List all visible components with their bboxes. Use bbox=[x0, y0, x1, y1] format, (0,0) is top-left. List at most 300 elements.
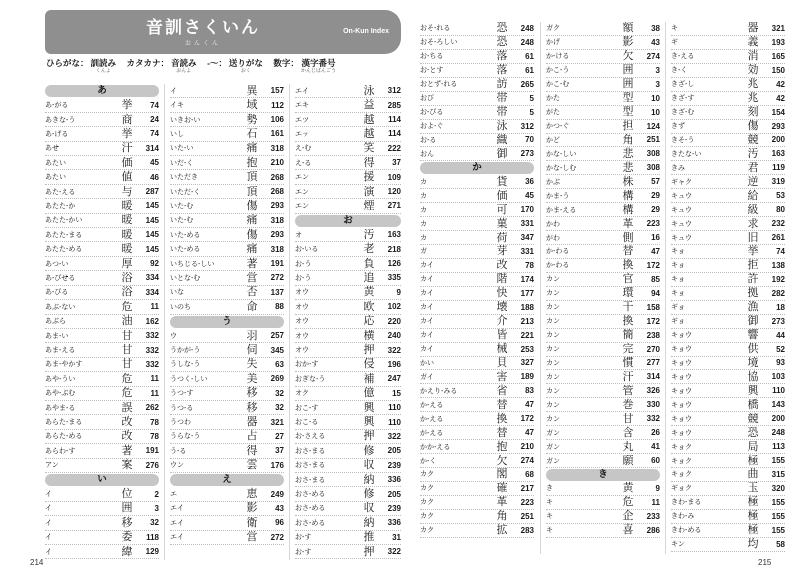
entry-kanji-number: 251 bbox=[646, 135, 660, 145]
entry-kanji-number: 37 bbox=[392, 158, 401, 168]
entry-reading: カク bbox=[420, 513, 434, 521]
entry-reading: か-える bbox=[420, 401, 444, 409]
section-pill-label: う bbox=[170, 316, 284, 328]
entry-kanji-number: 248 bbox=[520, 23, 534, 33]
entry-kanji: 改 bbox=[121, 429, 133, 443]
entry-kanji-number: 145 bbox=[145, 215, 159, 225]
entry-reading: キョ bbox=[671, 276, 685, 284]
entry-kanji: 伺 bbox=[246, 343, 258, 357]
entry-kanji-number: 3 bbox=[655, 79, 660, 89]
entry-reading: いただ-く bbox=[170, 188, 201, 196]
entry-kanji: 競 bbox=[747, 132, 759, 146]
index-entry bbox=[546, 273, 660, 287]
entry-kanji-number: 26 bbox=[651, 428, 660, 438]
entry-reading: あま-い bbox=[45, 332, 69, 340]
entry-kanji-number: 322 bbox=[387, 431, 401, 441]
entry-reading: ガン bbox=[546, 443, 560, 451]
index-entry bbox=[671, 92, 785, 106]
entry-kanji: 修 bbox=[363, 487, 375, 501]
section-header bbox=[45, 473, 159, 487]
entry-kanji-number: 158 bbox=[646, 302, 660, 312]
entry-reading: ガン bbox=[546, 457, 560, 465]
entry-reading: かな-しい bbox=[546, 150, 577, 158]
index-entry bbox=[546, 64, 660, 78]
index-entry bbox=[45, 142, 159, 156]
index-entry bbox=[295, 459, 401, 473]
entry-kanji-number: 272 bbox=[270, 532, 284, 542]
entry-reading: きず bbox=[671, 123, 685, 131]
entry-kanji: 億 bbox=[363, 386, 375, 400]
entry-kanji-number: 332 bbox=[646, 414, 660, 424]
entry-kanji-number: 277 bbox=[646, 358, 660, 368]
entry-reading: ギャク bbox=[671, 178, 692, 186]
entry-kanji-number: 172 bbox=[520, 414, 534, 424]
entry-reading: かぶ bbox=[546, 178, 560, 186]
index-entry bbox=[546, 287, 660, 301]
entry-reading: カク bbox=[420, 485, 434, 493]
entry-kanji: 羽 bbox=[246, 328, 258, 342]
entry-reading: キョク bbox=[671, 443, 692, 451]
entry-kanji: 側 bbox=[622, 230, 634, 244]
entry-kanji: 痛 bbox=[246, 213, 258, 227]
entry-reading: オウ bbox=[295, 332, 309, 340]
entry-kanji-number: 210 bbox=[520, 442, 534, 452]
entry-reading: きわ-まる bbox=[671, 499, 702, 507]
entry-reading: き-く bbox=[671, 67, 688, 75]
entry-kanji-number: 174 bbox=[520, 274, 534, 284]
entry-kanji: 曲 bbox=[747, 467, 759, 481]
entry-kanji: 移 bbox=[121, 515, 133, 529]
entry-kanji: 恐 bbox=[496, 35, 508, 49]
entry-kanji-number: 11 bbox=[150, 374, 159, 384]
entry-reading: カイ bbox=[420, 318, 434, 326]
entry-kanji: 芽 bbox=[496, 244, 508, 258]
entry-reading: イ bbox=[45, 534, 52, 542]
entry-kanji: 否 bbox=[246, 285, 258, 299]
index-entry bbox=[546, 203, 660, 217]
index-entry bbox=[671, 134, 785, 148]
entry-reading: いな bbox=[170, 289, 184, 297]
entry-kanji-number: 155 bbox=[771, 511, 785, 521]
entry-reading: おぎな-う bbox=[295, 375, 326, 383]
entry-kanji: 黄 bbox=[363, 285, 375, 299]
entry-reading: カイ bbox=[420, 290, 434, 298]
index-entry bbox=[295, 415, 401, 429]
entry-reading: ガク bbox=[546, 25, 560, 33]
index-entry bbox=[420, 384, 534, 398]
index-entry bbox=[546, 175, 660, 189]
entry-kanji: 構 bbox=[622, 202, 634, 216]
entry-reading: オウ bbox=[295, 303, 309, 311]
index-entry bbox=[546, 370, 660, 384]
entry-kanji: 害 bbox=[496, 369, 508, 383]
entry-kanji: 囲 bbox=[121, 501, 133, 515]
entry-reading: イ bbox=[45, 505, 52, 513]
entry-kanji: 営 bbox=[246, 270, 258, 284]
entry-reading: カ bbox=[420, 178, 427, 186]
entry-kanji: 介 bbox=[496, 314, 508, 328]
index-entry bbox=[295, 185, 401, 199]
index-entry bbox=[45, 156, 159, 170]
entry-kanji-number: 319 bbox=[771, 177, 785, 187]
index-entry bbox=[671, 398, 785, 412]
entry-kanji: 値 bbox=[121, 170, 133, 184]
entry-kanji-number: 233 bbox=[646, 511, 660, 521]
entry-reading: エキ bbox=[295, 102, 309, 110]
index-entry bbox=[671, 161, 785, 175]
entry-reading: ウ bbox=[170, 332, 177, 340]
entry-kanji: 得 bbox=[363, 155, 375, 169]
entry-reading: キョク bbox=[671, 471, 692, 479]
entry-kanji: 興 bbox=[363, 400, 375, 414]
entry-reading: カン bbox=[546, 276, 560, 284]
entry-reading: カン bbox=[546, 401, 560, 409]
section-header bbox=[546, 468, 660, 482]
index-entry bbox=[170, 516, 284, 530]
index-entry bbox=[295, 531, 401, 545]
entry-kanji-number: 189 bbox=[520, 372, 534, 382]
entry-reading: ガン bbox=[546, 429, 560, 437]
entry-reading: カン bbox=[546, 415, 560, 423]
entry-reading: がた bbox=[546, 109, 560, 117]
entry-reading: いた-い bbox=[170, 145, 194, 153]
entry-kanji: 頂 bbox=[246, 170, 258, 184]
entry-kanji: 失 bbox=[246, 357, 258, 371]
entry-reading: エン bbox=[295, 188, 309, 196]
legend-text: 数字： bbox=[264, 58, 299, 68]
section-header bbox=[170, 315, 284, 329]
entry-reading: カク bbox=[420, 471, 434, 479]
entry-kanji-number: 196 bbox=[387, 359, 401, 369]
entry-kanji: 恵 bbox=[246, 487, 258, 501]
index-entry bbox=[295, 84, 401, 98]
index-entry bbox=[295, 257, 401, 271]
entry-reading: キ bbox=[546, 513, 553, 521]
entry-kanji: 甘 bbox=[622, 411, 634, 425]
index-entry bbox=[295, 487, 401, 501]
index-entry bbox=[671, 357, 785, 371]
entry-kanji: 応 bbox=[363, 314, 375, 328]
entry-reading: カン bbox=[546, 332, 560, 340]
entry-kanji: 恐 bbox=[496, 21, 508, 35]
entry-kanji-number: 293 bbox=[771, 121, 785, 131]
index-entry bbox=[546, 147, 660, 161]
entry-reading: カン bbox=[546, 387, 560, 395]
entry-kanji-number: 27 bbox=[275, 431, 284, 441]
entry-kanji-number: 80 bbox=[776, 205, 785, 215]
entry-kanji: 革 bbox=[496, 495, 508, 509]
entry-kanji-number: 268 bbox=[270, 187, 284, 197]
entry-reading: お-びる bbox=[420, 109, 444, 117]
index-entry bbox=[546, 189, 660, 203]
entry-kanji: 笑 bbox=[363, 141, 375, 155]
entry-kanji-number: 217 bbox=[520, 483, 534, 493]
entry-kanji-number: 321 bbox=[270, 417, 284, 427]
entry-kanji: 器 bbox=[747, 21, 759, 35]
entry-kanji: 煙 bbox=[363, 198, 375, 212]
entry-kanji: 械 bbox=[496, 342, 508, 356]
index-entry bbox=[295, 329, 401, 343]
index-entry bbox=[170, 242, 284, 256]
index-entry bbox=[420, 189, 534, 203]
index-entry bbox=[295, 228, 401, 242]
entry-kanji-number: 274 bbox=[520, 456, 534, 466]
entry-kanji-number: 5 bbox=[529, 93, 534, 103]
entry-kanji-number: 330 bbox=[646, 400, 660, 410]
entry-kanji: 可 bbox=[496, 202, 508, 216]
entry-kanji-number: 42 bbox=[776, 93, 785, 103]
entry-reading: かま-える bbox=[546, 206, 577, 214]
entry-kanji: 黄 bbox=[622, 481, 634, 495]
index-entry bbox=[420, 440, 534, 454]
entry-kanji-number: 138 bbox=[771, 260, 785, 270]
page-title: 音訓さくいん bbox=[146, 18, 260, 37]
entry-reading: カン bbox=[546, 346, 560, 354]
entry-reading: いた-める bbox=[170, 231, 201, 239]
index-entry bbox=[671, 454, 785, 468]
index-entry bbox=[45, 358, 159, 372]
index-entry bbox=[671, 412, 785, 426]
entry-kanji: 挙 bbox=[121, 98, 133, 112]
entry-reading: ガ bbox=[420, 248, 427, 256]
index-entry bbox=[420, 92, 534, 106]
entry-reading: お-ちる bbox=[420, 53, 444, 61]
index-entry bbox=[420, 273, 534, 287]
entry-reading: おび bbox=[420, 95, 434, 103]
entry-kanji-number: 32 bbox=[275, 388, 284, 398]
entry-reading: かこ-む bbox=[546, 81, 570, 89]
entry-reading: ガイ bbox=[420, 373, 434, 381]
entry-kanji-number: 205 bbox=[387, 489, 401, 499]
entry-reading: いきお-い bbox=[170, 116, 201, 124]
index-entry bbox=[420, 50, 534, 64]
entry-reading: カク bbox=[420, 499, 434, 507]
entry-reading: が-える bbox=[420, 429, 444, 437]
entry-kanji: 兆 bbox=[747, 91, 759, 105]
entry-reading: あきな-う bbox=[45, 116, 76, 124]
entry-kanji-number: 52 bbox=[776, 344, 785, 354]
entry-kanji: 額 bbox=[622, 21, 634, 35]
entry-kanji: 義 bbox=[747, 35, 759, 49]
index-entry bbox=[45, 214, 159, 228]
entry-reading: かま-う bbox=[546, 192, 570, 200]
index-entry bbox=[546, 440, 660, 454]
index-column-2 bbox=[170, 84, 284, 545]
entry-kanji: 極 bbox=[747, 495, 759, 509]
entry-kanji: 貝 bbox=[496, 355, 508, 369]
entry-kanji-number: 176 bbox=[270, 460, 284, 470]
index-entry bbox=[546, 384, 660, 398]
entry-kanji-number: 232 bbox=[771, 219, 785, 229]
entry-kanji-number: 60 bbox=[651, 456, 660, 466]
entry-reading: キョウ bbox=[671, 387, 692, 395]
entry-kanji-number: 113 bbox=[772, 442, 785, 452]
entry-kanji: 抱 bbox=[246, 155, 258, 169]
entry-reading: オ bbox=[295, 231, 302, 239]
entry-kanji: 修 bbox=[363, 443, 375, 457]
index-entry bbox=[295, 142, 401, 156]
index-entry bbox=[671, 287, 785, 301]
entry-kanji: 協 bbox=[747, 369, 759, 383]
entry-kanji-number: 154 bbox=[771, 107, 785, 117]
entry-reading: あたた-める bbox=[45, 246, 83, 254]
legend-segment bbox=[265, 57, 299, 69]
index-entry bbox=[671, 343, 785, 357]
entry-reading: うらな-う bbox=[170, 433, 201, 441]
index-entry bbox=[671, 510, 785, 524]
index-entry bbox=[546, 412, 660, 426]
entry-kanji-number: 112 bbox=[271, 100, 284, 110]
index-column-6 bbox=[671, 22, 785, 552]
entry-kanji: 確 bbox=[496, 481, 508, 495]
entry-reading: キュウ bbox=[671, 234, 692, 242]
entry-kanji: 換 bbox=[622, 314, 634, 328]
entry-reading: カン bbox=[546, 304, 560, 312]
entry-kanji-number: 248 bbox=[520, 37, 534, 47]
entry-reading: うつく-しい bbox=[170, 375, 208, 383]
entry-kanji: 越 bbox=[363, 112, 375, 126]
entry-kanji-number: 221 bbox=[520, 330, 534, 340]
section-header bbox=[170, 473, 284, 487]
entry-kanji-number: 126 bbox=[387, 259, 401, 269]
entry-kanji: 著 bbox=[246, 256, 258, 270]
index-entry bbox=[671, 217, 785, 231]
index-entry bbox=[546, 106, 660, 120]
entry-reading: ギョク bbox=[671, 485, 692, 493]
entry-kanji-number: 334 bbox=[145, 287, 159, 297]
entry-reading: あらわ-す bbox=[45, 447, 76, 455]
entry-kanji-number: 248 bbox=[771, 428, 785, 438]
entry-reading: キョク bbox=[671, 457, 692, 465]
index-entry bbox=[295, 358, 401, 372]
entry-reading: おそ-れる bbox=[420, 25, 451, 33]
entry-kanji-number: 271 bbox=[387, 201, 401, 211]
index-entry bbox=[170, 257, 284, 271]
entry-kanji-number: 322 bbox=[387, 547, 401, 557]
entry-kanji-number: 161 bbox=[270, 129, 284, 139]
entry-kanji: 危 bbox=[622, 495, 634, 509]
entry-reading: カン bbox=[546, 318, 560, 326]
index-entry bbox=[671, 440, 785, 454]
entry-reading: カイ bbox=[420, 304, 434, 312]
entry-kanji-number: 318 bbox=[270, 215, 284, 225]
entry-kanji-number: 9 bbox=[655, 483, 660, 493]
entry-reading: うしな-う bbox=[170, 361, 201, 369]
index-entry bbox=[546, 161, 660, 175]
entry-kanji: 命 bbox=[246, 299, 258, 313]
entry-reading: おさ-める bbox=[295, 505, 326, 513]
entry-kanji: 域 bbox=[246, 98, 258, 112]
entry-kanji-number: 200 bbox=[771, 135, 785, 145]
entry-kanji: 欧 bbox=[363, 299, 375, 313]
entry-kanji: 推 bbox=[363, 530, 375, 544]
index-entry bbox=[420, 510, 534, 524]
index-entry bbox=[295, 430, 401, 444]
entry-kanji: 価 bbox=[496, 188, 508, 202]
entry-reading: ウン bbox=[170, 462, 184, 470]
entry-reading: イキ bbox=[170, 102, 184, 110]
index-entry bbox=[671, 370, 785, 384]
index-entry bbox=[546, 36, 660, 50]
index-entry bbox=[295, 271, 401, 285]
index-entry bbox=[295, 502, 401, 516]
entry-kanji-number: 172 bbox=[646, 316, 660, 326]
entry-kanji: 供 bbox=[747, 342, 759, 356]
index-entry bbox=[295, 315, 401, 329]
index-entry bbox=[420, 370, 534, 384]
entry-reading: か-わる bbox=[546, 248, 570, 256]
entry-reading: カイ bbox=[420, 276, 434, 284]
entry-kanji-number: 16 bbox=[651, 233, 660, 243]
entry-kanji-number: 74 bbox=[150, 129, 159, 139]
entry-kanji-number: 312 bbox=[520, 121, 534, 131]
entry-kanji-number: 47 bbox=[525, 400, 534, 410]
entry-reading: おさ-める bbox=[295, 519, 326, 527]
entry-kanji-number: 124 bbox=[646, 121, 660, 131]
legend-text: -〜： bbox=[198, 58, 227, 68]
entry-kanji-number: 332 bbox=[145, 331, 159, 341]
column-divider bbox=[164, 84, 165, 560]
entry-reading: あたい bbox=[45, 174, 66, 182]
entry-kanji-number: 285 bbox=[387, 100, 401, 110]
entry-reading: キョ bbox=[671, 248, 685, 256]
title-wrap bbox=[45, 18, 361, 47]
entry-kanji-number: 70 bbox=[525, 135, 534, 145]
entry-reading: エイ bbox=[295, 87, 309, 95]
index-entry bbox=[295, 516, 401, 530]
index-entry bbox=[170, 127, 284, 141]
index-entry bbox=[45, 430, 159, 444]
entry-reading: エイ bbox=[170, 519, 184, 527]
entry-reading: カ bbox=[420, 192, 427, 200]
entry-kanji: 極 bbox=[747, 453, 759, 467]
entry-reading: あらた-める bbox=[45, 433, 83, 441]
entry-kanji: 移 bbox=[246, 386, 258, 400]
legend-text: 漢字番号 bbox=[301, 58, 336, 68]
entry-kanji: 訪 bbox=[496, 77, 508, 91]
column-divider bbox=[289, 84, 290, 560]
entry-kanji: 勢 bbox=[246, 112, 258, 126]
entry-reading: きたな-い bbox=[671, 150, 702, 158]
entry-kanji: 替 bbox=[496, 397, 508, 411]
index-entry bbox=[45, 372, 159, 386]
index-entry bbox=[420, 245, 534, 259]
index-entry bbox=[671, 203, 785, 217]
entry-kanji-number: 261 bbox=[771, 233, 785, 243]
entry-reading: え-る bbox=[295, 159, 312, 167]
page-subtitle: On-Kun Index bbox=[343, 28, 389, 35]
entry-kanji-number: 163 bbox=[387, 230, 401, 240]
index-entry bbox=[170, 185, 284, 199]
entry-kanji-number: 322 bbox=[387, 345, 401, 355]
entry-reading: あぶら bbox=[45, 318, 66, 326]
entry-kanji: 委 bbox=[121, 530, 133, 544]
entry-reading: きざ-む bbox=[671, 109, 695, 117]
index-entry bbox=[671, 329, 785, 343]
entry-reading: あぶ-ない bbox=[45, 303, 76, 311]
entry-kanji: 悲 bbox=[622, 160, 634, 174]
entry-kanji-number: 314 bbox=[145, 143, 159, 153]
entry-kanji-number: 61 bbox=[525, 65, 534, 75]
index-entry bbox=[170, 286, 284, 300]
entry-reading: おさ-める bbox=[295, 491, 326, 499]
entry-kanji: 器 bbox=[246, 415, 258, 429]
entry-kanji-number: 223 bbox=[520, 497, 534, 507]
section-pill-label: か bbox=[420, 162, 534, 174]
entry-reading: かい bbox=[420, 359, 434, 367]
entry-reading: かわ bbox=[546, 220, 560, 228]
entry-reading: アン bbox=[45, 462, 59, 470]
